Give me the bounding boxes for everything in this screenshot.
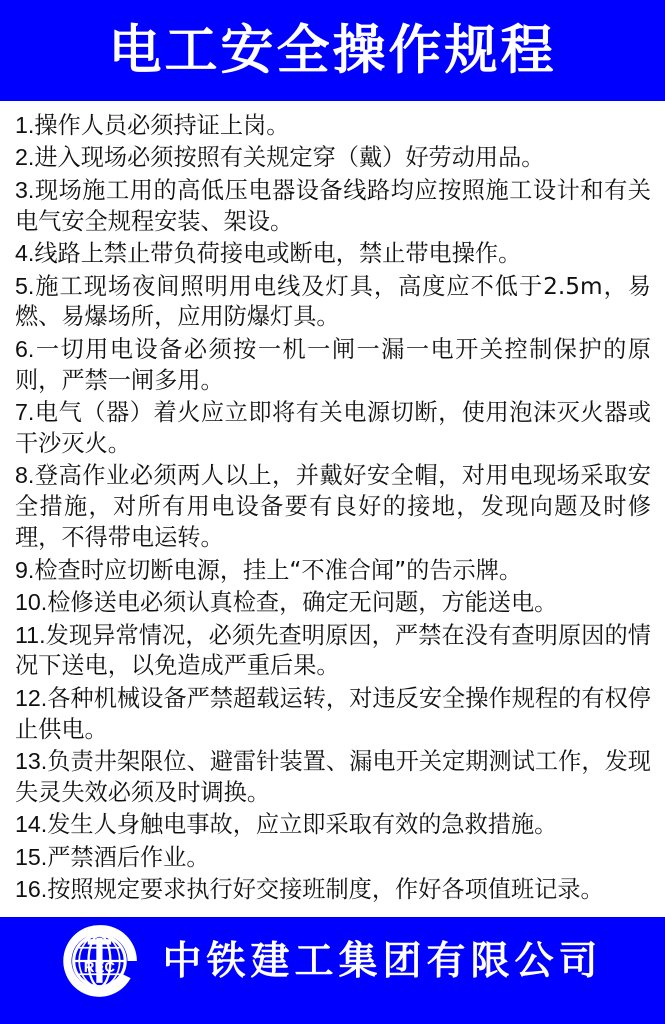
- rule-item: [15, 238, 651, 270]
- rule-number: 1.: [15, 112, 35, 138]
- rule-number: 16.: [15, 876, 48, 903]
- rule-text: 线路上禁止带负荷接电或断电，禁止带电操作。: [34, 240, 522, 268]
- rule-number: 11.: [15, 621, 46, 648]
- rule-text: 按照规定要求执行好交接班制度，作好各项值班记录。: [47, 876, 604, 904]
- logo-text: REC: [84, 959, 116, 976]
- rule-number: 15.: [15, 843, 48, 870]
- rule-text: 电气（器）着火应立即将有关电源切断，使用泡沫灭火器或干沙灭火。: [15, 399, 651, 458]
- crec-globe-logo-icon: [62, 922, 140, 1000]
- rule-item: [15, 142, 651, 174]
- rule-text: 现场施工用的高低压电器设备线路均应按照施工设计和有关电气安全规程安装、架设。: [15, 176, 651, 235]
- rule-text: 各种机械设备严禁超载运转，对违反安全操作规程的有权停止供电。: [15, 684, 651, 743]
- rules-panel: [0, 101, 665, 917]
- rule-text: 一切用电设备必须按一机一闸一漏一电开关控制保护的原则，严禁一闸多用。: [15, 335, 651, 394]
- rule-text: 发生人身触电事故，应立即采取有效的急救措施。: [47, 811, 558, 839]
- rule-number: 14.: [15, 811, 48, 838]
- rule-item: [15, 175, 651, 238]
- rule-text: 严禁酒后作业。: [47, 843, 210, 871]
- rule-item: [15, 587, 651, 619]
- rule-item: [15, 620, 651, 683]
- rule-number: 12.: [15, 684, 48, 711]
- rule-item: [15, 334, 651, 397]
- rule-number: 2.: [15, 144, 35, 171]
- rule-number: 3.: [15, 176, 35, 203]
- rule-number: 5.: [15, 272, 35, 299]
- rule-item: [15, 460, 651, 554]
- rule-text: 负责井架限位、避雷针装置、漏电开关定期测试工作，发现失灵失效必须及时调换。: [15, 748, 651, 807]
- rule-number: 7.: [15, 399, 35, 426]
- rule-number: 6.: [15, 335, 35, 362]
- rule-item: [15, 555, 651, 587]
- company-name: 中铁建工集团有限公司: [162, 938, 603, 984]
- rule-text: 施工现场夜间照明用电线及灯具，高度应不低于2.5m，易燃、易爆场所，应用防爆灯具。: [15, 272, 651, 331]
- footer-brand-row: [0, 920, 665, 1002]
- rule-number: 13.: [15, 748, 48, 775]
- rule-item: [15, 110, 651, 142]
- rule-text: 检查时应切断电源，挂上“不准合闻”的告示牌。: [34, 556, 523, 584]
- rule-number: 10.: [15, 589, 48, 616]
- rule-text: 进入现场必须按照有关规定穿（戴）好劳动用品。: [34, 144, 545, 172]
- rule-text: 检修送电必须认真检查，确定无问题，方能送电。: [47, 589, 558, 617]
- rules-list: [15, 110, 651, 906]
- rule-number: 4.: [15, 240, 35, 267]
- rule-item: [15, 874, 651, 906]
- rule-item: [15, 842, 651, 874]
- poster-footer: [0, 917, 665, 1024]
- rule-item: [15, 397, 651, 460]
- rule-item: [15, 683, 651, 746]
- rule-item: [15, 271, 651, 334]
- rule-text: 操作人员必须持证上岗。: [34, 112, 290, 139]
- rule-item: [15, 809, 651, 841]
- rule-number: 8.: [15, 462, 35, 489]
- rule-item: [15, 746, 651, 809]
- rule-text: 发现异常情况，必须先查明原因，严禁在没有查明原因的情况下送电，以免造成严重后果。: [15, 621, 651, 680]
- page-title: 电工安全操作规程: [108, 20, 557, 81]
- poster-header: [0, 0, 665, 101]
- rule-number: 9.: [15, 556, 35, 583]
- rule-text: 登高作业必须两人以上，并戴好安全帽，对用电现场采取安全措施，对所有用电设备要有良好的接地，发现向题及时修理，不得带电运转。: [15, 462, 651, 552]
